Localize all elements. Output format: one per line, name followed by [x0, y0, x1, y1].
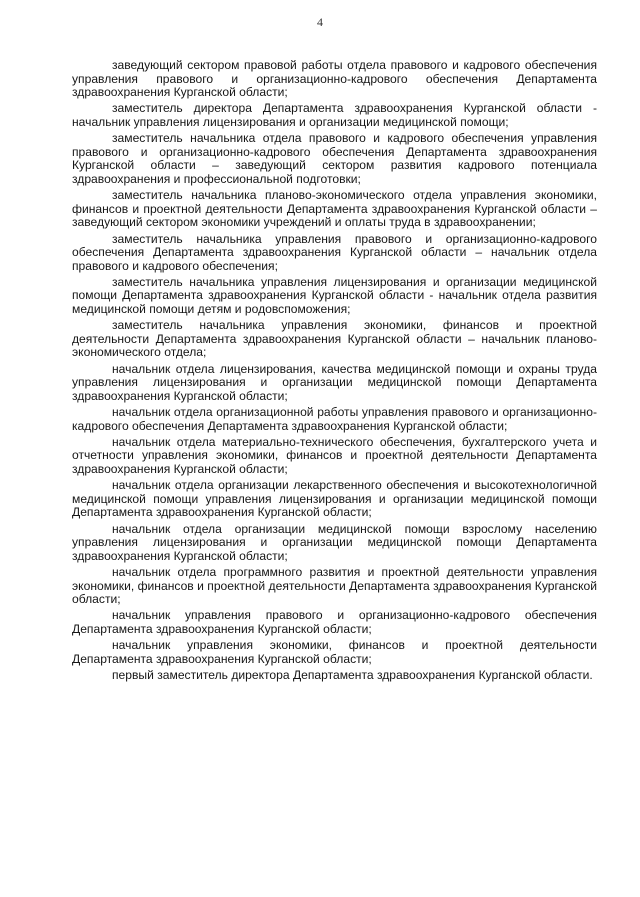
- list-item: заведующий сектором правовой работы отдела правового и кадрового обеспечения управления правового и организационно-кадрового обеспечения Департамента здравоохранения Курганской области;: [72, 58, 597, 100]
- list-item: заместитель начальника отдела правового и кадрового обеспечения управления правового и организационно-кадрового обеспечения Департамента здравоохранения Курганской области – заведующий сектором развития кадрового потенциала здравоохранения и профессиональной подготовки;: [72, 131, 597, 186]
- list-item: начальник отдела организации лекарственного обеспечения и высокотехнологичной медицинской помощи управления лицензирования и организации медицинской помощи Департамента здравоохранения Курганской области;: [72, 478, 597, 520]
- list-item: начальник отдела лицензирования, качества медицинской помощи и охраны труда управления лицензирования и организации медицинской помощи Департамента здравоохранения Курганской области;: [72, 361, 597, 403]
- list-item: заместитель директора Департамента здравоохранения Курганской области - начальник управления лицензирования и организации медицинской помощи;: [72, 101, 597, 129]
- list-item: заместитель начальника управления экономики, финансов и проектной деятельности Департамента здравоохранения Курганской области – начальник планово-экономического отдела;: [72, 318, 597, 360]
- list-item: начальник управления правового и организационно-кадрового обеспечения Департамента здравоохранения Курганской области;: [72, 608, 597, 636]
- list-item: начальник отдела материально-технического обеспечения, бухгалтерского учета и отчетности управления экономики, финансов и проектной деятельности Департамента здравоохранения Курганской области;: [72, 434, 597, 476]
- list-item: начальник отдела программного развития и проектной деятельности управления экономики, финансов и проектной деятельности Департамента здравоохранения Курганской области;: [72, 564, 597, 607]
- list-item: заместитель начальника управления лицензирования и организации медицинской помощи Департамента здравоохранения Курганской области - начальник отдела развития медицинской помощи детям и родовспоможения;: [72, 274, 597, 317]
- list-item: заместитель начальника планово-экономического отдела управления экономики, финансов и проектной деятельности Департамента здравоохранения Курганской области – заведующий сектором экономики учреждений и оплаты труда в здравоохранении;: [72, 188, 597, 230]
- position-list: [72, 59, 597, 685]
- list-item: начальник отдела организационной работы управления правового и организационно-кадрового обеспечения Департамента здравоохранения Курганской области;: [72, 405, 597, 433]
- list-item: заместитель начальника управления правового и организационно-кадрового обеспечения Департамента здравоохранения Курганской области – начальник отдела правового и кадрового обеспечения;: [72, 231, 597, 273]
- list-item: первый заместитель директора Департамента здравоохранения Курганской области.: [112, 667, 593, 682]
- list-item: начальник отдела организации медицинской помощи взрослому населению управления лицензирования и организации медицинской помощи Департамента здравоохранения Курганской области;: [72, 521, 597, 563]
- list-item: начальник управления экономики, финансов и проектной деятельности Департамента здравоохранения Курганской области;: [72, 638, 597, 666]
- page-number: 4: [317, 15, 323, 29]
